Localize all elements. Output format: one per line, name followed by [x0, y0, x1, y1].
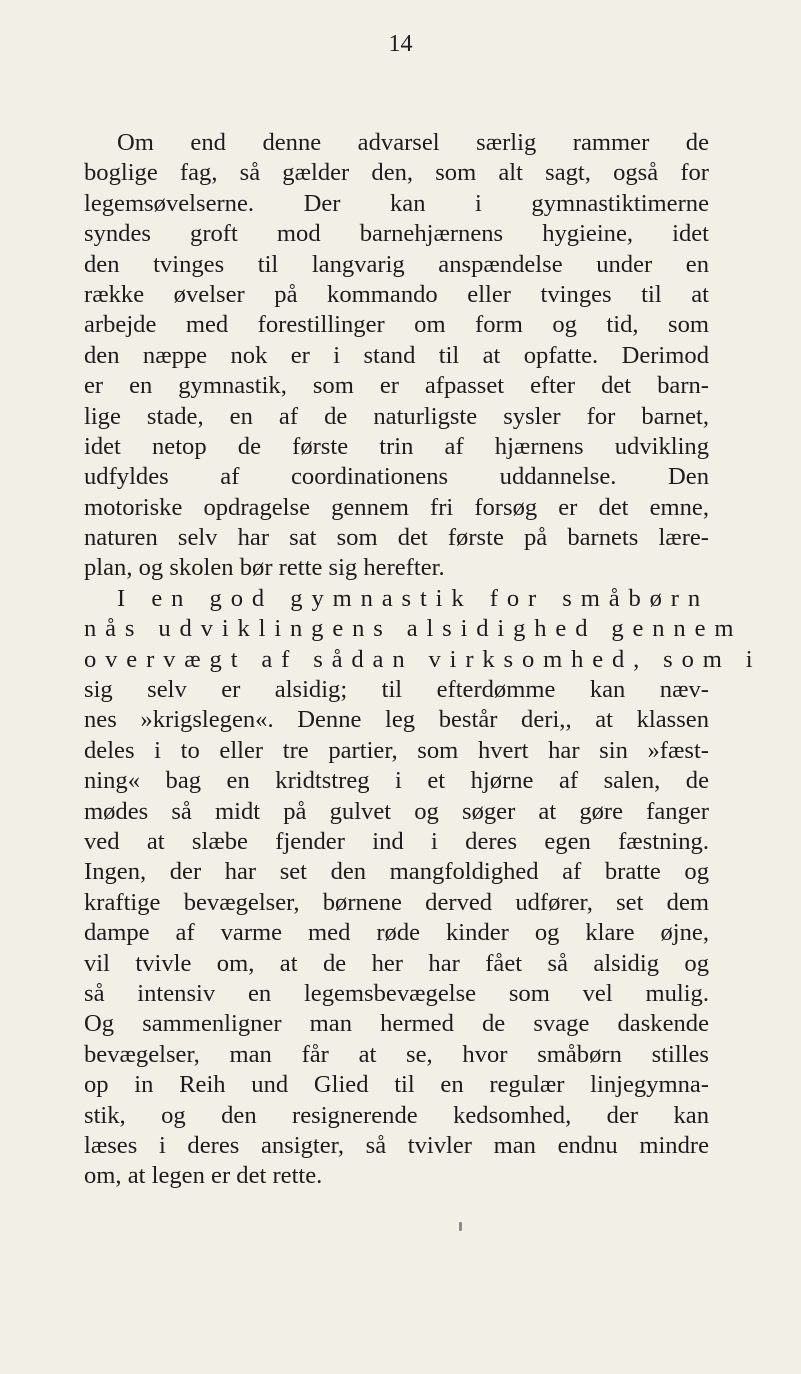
text-line: den tvinges til langvarig anspændelse under en [84, 250, 709, 278]
text-line: nes »krigslegen«. Denne leg består deri,, at klassen [84, 706, 709, 734]
text-line: læses i deres ansigter, så tvivler man endnu mindre [84, 1131, 709, 1159]
text-line: bevægelser, man får at se, hvor småbørn stilles [84, 1040, 709, 1068]
spaced-text-line: overvægt af sådan virksomhed, som i [84, 645, 762, 673]
text-line: idet netop de første trin af hjærnens udvikling [84, 432, 709, 460]
ink-mark [459, 1222, 462, 1231]
text-line: den næppe nok er i stand til at opfatte. Derimod [84, 341, 709, 369]
text-line: mødes så midt på gulvet og søger at gøre fanger [84, 797, 709, 825]
text-line: dampe af varme med røde kinder og klare øjne, [84, 919, 709, 947]
text-line: Ingen, der har set den mangfoldighed af bratte og [84, 858, 709, 886]
text-line: legemsøvelserne. Der kan i gymnastiktimerne [84, 189, 709, 217]
text-line: boglige fag, så gælder den, som alt sagt, også for [84, 159, 709, 187]
text-line: deles i to eller tre partier, som hvert har sin »fæst- [84, 736, 709, 764]
text-line: er en gymnastik, som er afpasset efter det barn- [84, 372, 709, 400]
text-line: op in Reih und Glied til en regulær linjegymna- [84, 1071, 709, 1099]
text-line: stik, og den resignerende kedsomhed, der kan [84, 1101, 709, 1129]
text-line: ved at slæbe fjender ind i deres egen fæstning. [84, 827, 709, 855]
text-line: syndes groft mod barnehjærnens hygieine, idet [84, 220, 709, 248]
text-line: kraftige bevægelser, børnene derved udfører, set dem [84, 888, 709, 916]
page-number: 14 [388, 31, 413, 57]
text-line: ning« bag en kridtstreg i et hjørne af salen, de [84, 767, 709, 795]
text-line: motoriske opdragelse gennem fri forsøg er det emne, [84, 493, 709, 521]
spaced-text-line: I en god gymnastik for småbørn [117, 584, 709, 612]
text-line: sig selv er alsidig; til efterdømme kan næv- [84, 676, 709, 704]
text-line: række øvelser på kommando eller tvinges til at [84, 280, 709, 308]
text-line: Og sammenligner man hermed de svage daskende [84, 1010, 709, 1038]
text-line: udfyldes af coordinationens uddannelse. Den [84, 463, 709, 491]
spaced-text-line: nås udviklingens alsidighed gennem [84, 615, 743, 643]
text-line: plan, og skolen bør rette sig herefter. [84, 554, 445, 582]
text-line: vil tvivle om, at de her har fået så alsidig og [84, 949, 709, 977]
text-line: arbejde med forestillinger om form og tid, som [84, 311, 709, 339]
body-text [84, 128, 762, 1192]
text-line: lige stade, en af de naturligste sysler for barnet, [84, 402, 709, 430]
text-line: naturen selv har sat som det første på barnets lære- [84, 524, 709, 552]
text-line: om, at legen er det rette. [84, 1162, 323, 1190]
text-line: så intensiv en legemsbevægelse som vel mulig. [84, 979, 709, 1007]
text-line: Om end denne advarsel særlig rammer de [117, 129, 709, 156]
